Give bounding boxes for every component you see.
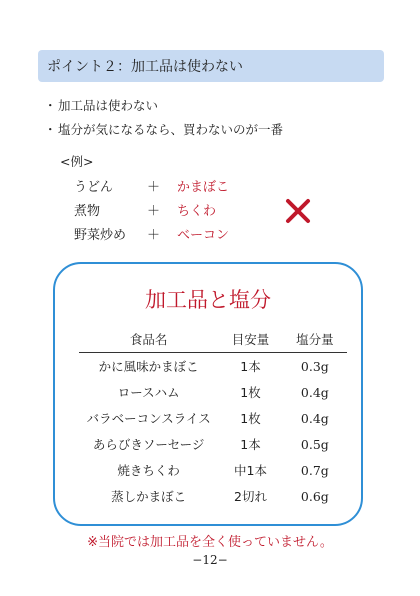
table-row [79,405,347,431]
example-food: 野菜炒め [74,228,127,243]
salt-cell: 0.7g [300,462,329,478]
salt-content-panel [53,262,363,526]
section-title: ポイント２：加工品は使わない [47,59,243,75]
bullet-marker: ・ [44,122,57,137]
bullet-item [44,118,283,142]
bullet-text: 加工品は使わない [58,98,159,113]
example-processed-food: ベーコン [177,228,230,243]
food-name-cell: バラベーコンスライス [86,411,211,426]
food-name-cell: あらびきソーセージ [92,437,205,452]
bullet-list [44,94,283,142]
column-header-amount: 目安量 [218,326,282,353]
example-food: うどん [74,180,114,195]
page-number: −12− [192,553,228,567]
column-header-salt: 塩分量 [283,326,347,353]
table-row [79,483,347,509]
salt-cell: 0.6g [300,488,329,504]
amount-cell: 2切れ [234,489,267,504]
column-header-food: 食品名 [79,326,218,353]
salt-cell: 0.3g [300,358,329,374]
footnote: ※当院では加工品を全く使っていません。 [87,535,333,550]
salt-cell: 0.5g [300,436,329,452]
salt-table [79,326,347,509]
panel-title: 加工品と塩分 [145,288,271,312]
example-row [74,200,216,219]
example-processed-food: ちくわ [177,204,217,219]
example-row [74,224,229,243]
bullet-marker: ・ [44,98,57,113]
table-header-row [79,326,347,353]
food-name-cell: かに風味かまぼこ [98,359,199,374]
amount-cell: 1枚 [240,385,261,400]
table-row [79,379,347,405]
table-row [79,431,347,457]
salt-cell: 0.4g [300,410,329,426]
cross-mark-icon [283,196,313,226]
section-header [38,50,384,82]
table-row [79,457,347,483]
plus-sign: ＋ [147,204,161,219]
amount-cell: 中1本 [234,463,267,478]
example-row [74,176,229,195]
bullet-text: 塩分が気になるなら、買わないのが一番 [58,122,284,137]
example-processed-food: かまぼこ [177,180,230,195]
amount-cell: 1本 [240,437,261,452]
bullet-item [44,94,283,118]
plus-sign: ＋ [147,228,161,243]
food-name-cell: ロースハム [117,385,180,400]
amount-cell: 1本 [240,359,261,374]
food-name-cell: 蒸しかまぼこ [111,489,187,504]
example-label: <例> [60,154,94,169]
example-food: 煮物 [74,204,101,219]
salt-cell: 0.4g [300,384,329,400]
plus-sign: ＋ [147,180,161,195]
table-row [79,353,347,380]
amount-cell: 1枚 [240,411,261,426]
food-name-cell: 焼きちくわ [117,463,180,478]
